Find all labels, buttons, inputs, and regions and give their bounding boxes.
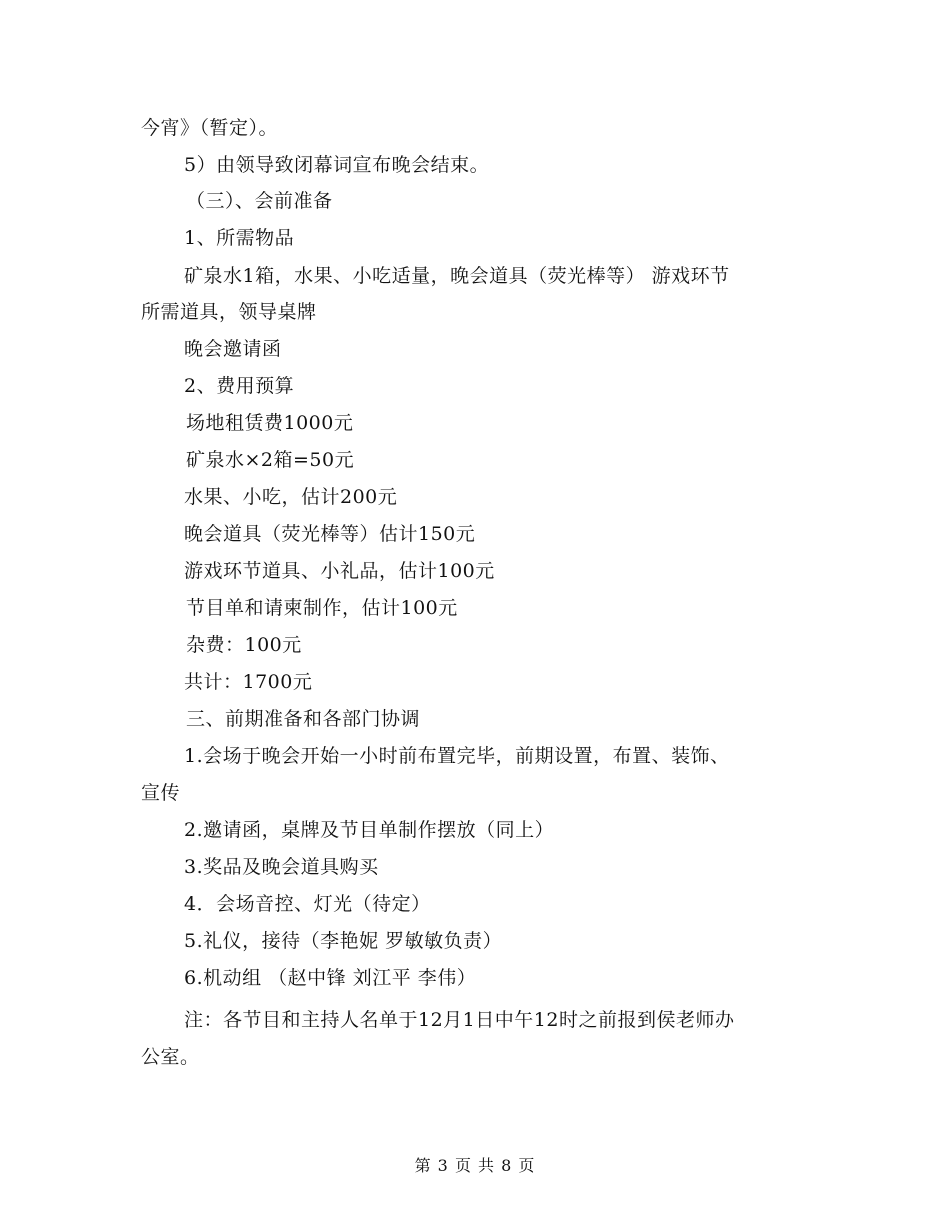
text-line: 5.礼仪，接待（李艳妮 罗敏敏负责） <box>184 930 503 952</box>
subsection-heading: 1、所需物品 <box>184 227 295 249</box>
section-heading: （三）、会前准备 <box>186 190 333 212</box>
subsection-heading: 2、费用预算 <box>184 375 295 397</box>
budget-item: 场地租赁费1000元 <box>186 412 354 434</box>
text-line: 4．会场音控、灯光（待定） <box>184 893 431 915</box>
page-footer: 第 3 页 共 8 页 <box>414 1156 536 1175</box>
budget-item: 杂费：100元 <box>186 634 302 656</box>
note-line: 公室。 <box>141 1046 200 1068</box>
text-line: 晚会邀请函 <box>184 338 282 360</box>
budget-item: 矿泉水×2箱=50元 <box>186 449 355 471</box>
text-line: 2.邀请函，桌牌及节目单制作摆放（同上） <box>184 819 555 841</box>
budget-item: 水果、小吃，估计200元 <box>184 486 398 508</box>
text-line: 今宵》（暂定）。 <box>141 117 279 139</box>
budget-item: 节目单和请柬制作，估计100元 <box>186 597 458 619</box>
budget-item: 游戏环节道具、小礼品，估计100元 <box>184 560 495 582</box>
text-line: 宣传 <box>141 782 181 804</box>
text-line: 所需道具，领导桌牌 <box>141 301 317 323</box>
text-line: 3.奖品及晚会道具购买 <box>184 856 379 878</box>
budget-total: 共计：1700元 <box>184 671 313 693</box>
text-line: 矿泉水1箱，水果、小吃适量，晚会道具（荧光棒等） 游戏环节 <box>184 265 730 287</box>
budget-item: 晚会道具（荧光棒等）估计150元 <box>184 523 476 545</box>
text-line: 6.机动组 （赵中锋 刘江平 李伟） <box>184 967 477 989</box>
section-heading: 三、前期准备和各部门协调 <box>186 708 421 730</box>
text-line: 5）由领导致闭幕词宣布晚会结束。 <box>184 154 490 176</box>
note-line: 注：各节目和主持人名单于12月1日中午12时之前报到侯老师办 <box>184 1009 735 1031</box>
text-line: 1.会场于晚会开始一小时前布置完毕，前期设置，布置、装饰、 <box>184 745 730 767</box>
